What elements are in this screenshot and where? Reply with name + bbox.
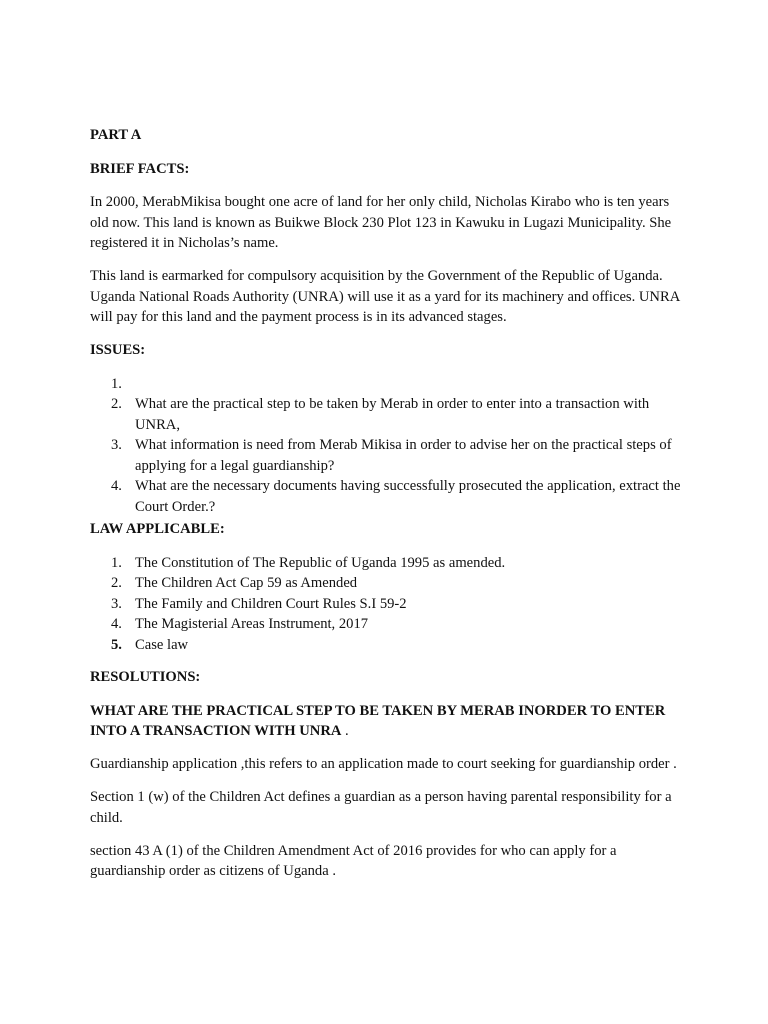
brief-facts-heading: BRIEF FACTS: <box>90 160 190 177</box>
list-text: What information is need from Merab Mikisa in order to advise her on the practical steps of applying for a legal guardianship? <box>135 437 672 474</box>
issues-heading: ISSUES: <box>90 342 146 358</box>
list-text: The Constitution of The Republic of Uganda 1995 as amended. <box>135 554 506 571</box>
resolution-paragraph: section 43 A (1) of the Children Amendment Act of 2016 provides for who can apply for a guardianship order as citizens of Uganda . <box>90 842 617 879</box>
list-text: The Family and Children Court Rules S.I 59-2 <box>135 595 407 612</box>
resolutions-heading: RESOLUTIONS: <box>90 669 201 685</box>
list-item <box>90 374 682 395</box>
document-body <box>90 125 682 894</box>
brief-facts-paragraph: This land is earmarked for compulsory acquisition by the Government of the Republic of Uganda. Uganda National Roads Authority (UNRA) will use it as a yard for its machinery and offices. UNRA will pay for this land and the payment process is in its advanced stages. <box>90 268 680 325</box>
list-text: What are the necessary documents having successfully prosecuted the application, extract the Court Order.? <box>135 478 681 515</box>
list-number: 1. <box>111 554 122 571</box>
list-number: 1. <box>111 375 122 392</box>
resolution-paragraph: Guardianship application ,this refers to an application made to court seeking for guardianship order . <box>90 756 677 772</box>
list-number: 3. <box>111 437 122 453</box>
list-text: What are the practical step to be taken by Merab in order to enter into a transaction with UNRA, <box>135 396 650 433</box>
law-applicable-list <box>90 553 682 656</box>
list-item <box>90 394 682 435</box>
issues-list <box>90 374 682 518</box>
law-applicable-heading: LAW APPLICABLE: <box>90 521 225 537</box>
resolution-question-suffix: . <box>341 723 349 739</box>
list-item <box>90 635 682 656</box>
list-item <box>90 573 682 594</box>
list-number: 2. <box>111 396 122 412</box>
list-item <box>90 553 682 574</box>
list-number: 5. <box>111 636 122 653</box>
list-text: The Children Act Cap 59 as Amended <box>135 575 358 591</box>
list-item <box>90 614 682 635</box>
list-text: Case law <box>135 636 189 653</box>
list-number: 2. <box>111 575 122 591</box>
list-number: 3. <box>111 595 122 612</box>
list-number: 4. <box>111 616 122 632</box>
list-item <box>90 594 682 615</box>
resolution-question-text: WHAT ARE THE PRACTICAL STEP TO BE TAKEN BY MERAB INORDER TO ENTER INTO A TRANSACTION WITH UNRA <box>90 702 666 739</box>
list-number: 4. <box>111 478 122 494</box>
part-title: PART A <box>90 127 142 143</box>
brief-facts-paragraph: In 2000, MerabMikisa bought one acre of land for her only child, Nicholas Kirabo who is ten years old now. This land is known as Buikwe Block 230 Plot 123 in Kawuku in Lugazi Municipality. She registered it in Nicholas’s name. <box>90 194 672 251</box>
list-item <box>90 476 682 517</box>
list-item <box>90 435 682 476</box>
resolution-paragraph: Section 1 (w) of the Children Act defines a guardian as a person having parental responsibility for a child. <box>90 789 672 826</box>
resolution-question <box>90 701 682 742</box>
list-text: The Magisterial Areas Instrument, 2017 <box>135 616 369 632</box>
